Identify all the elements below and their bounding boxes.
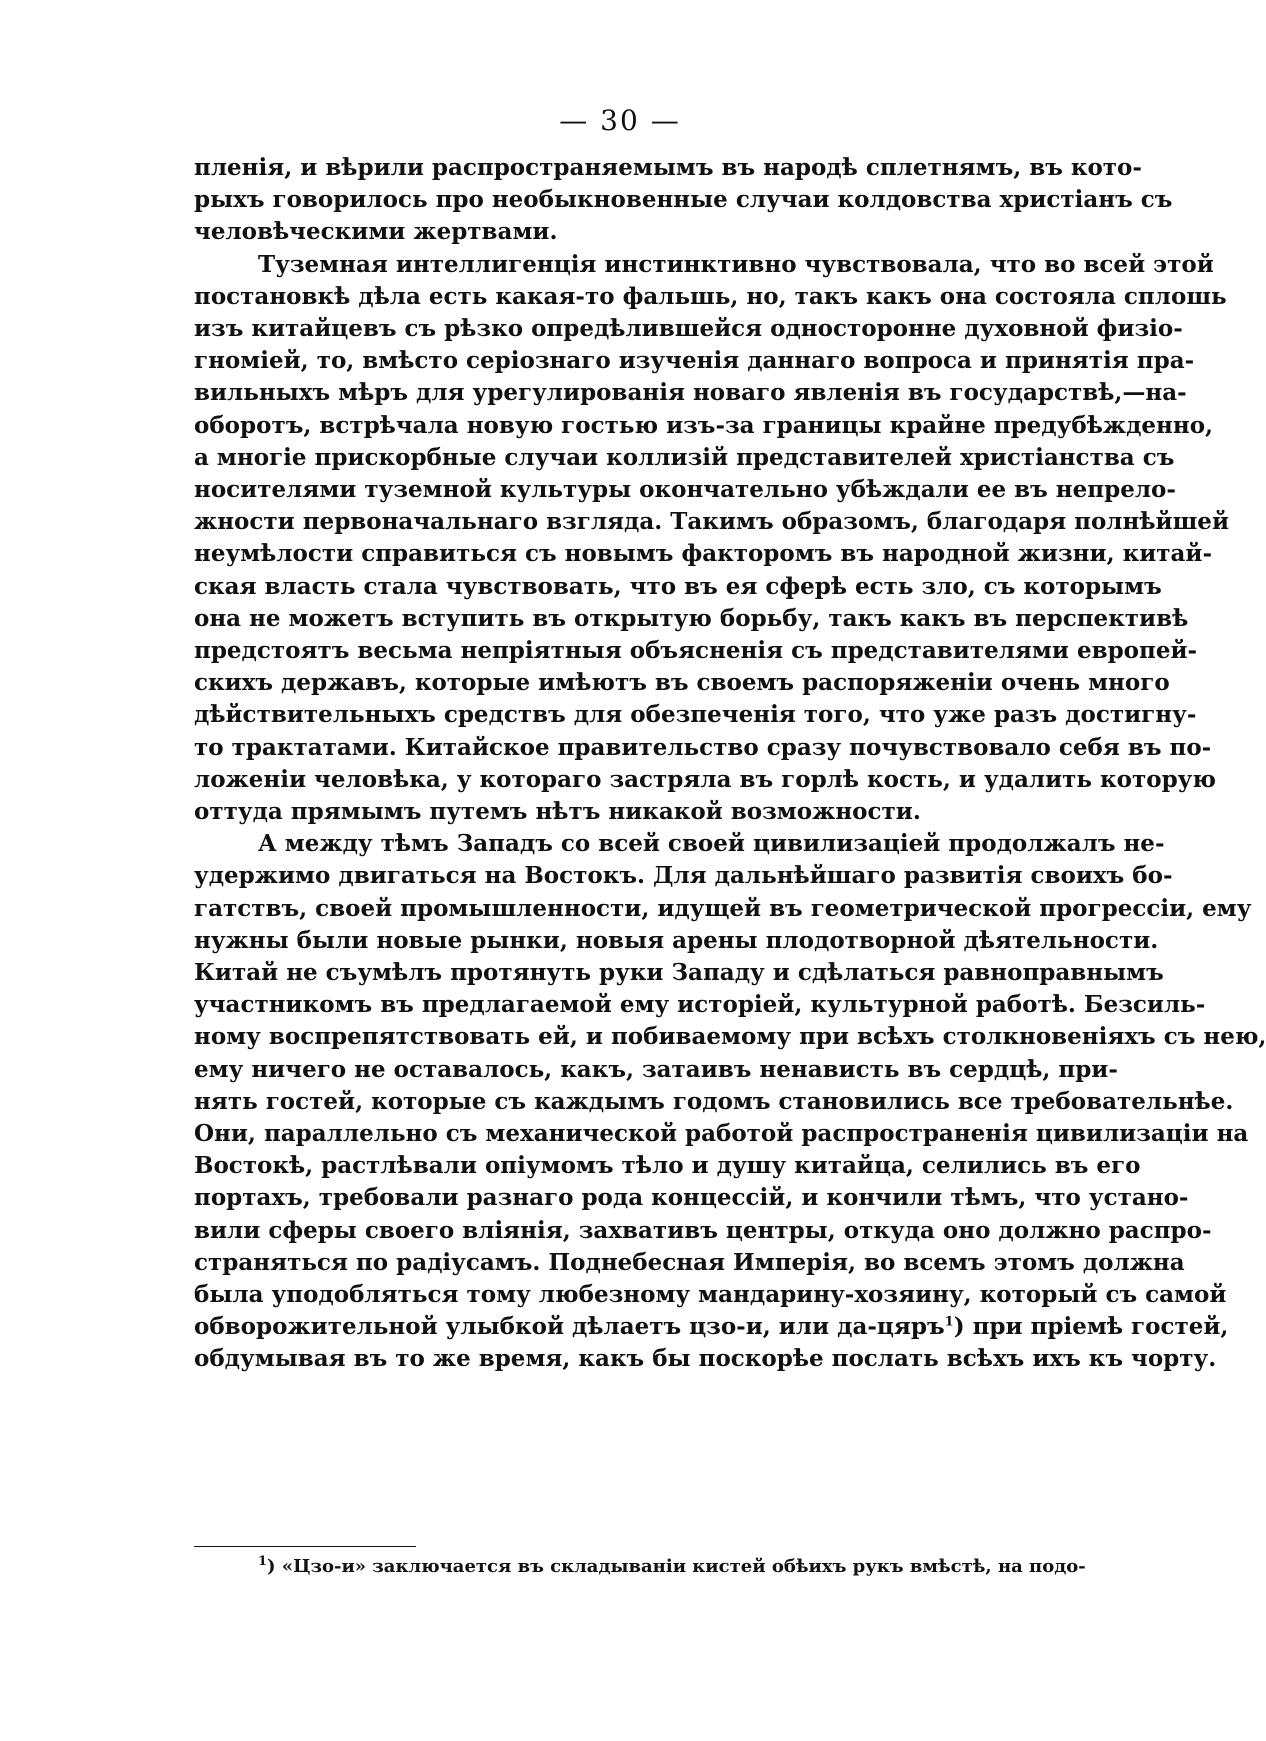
text-line-content: скихъ державъ, которые имѣютъ въ своемъ распоряженіи очень много bbox=[194, 669, 1170, 697]
text-line bbox=[194, 633, 1198, 669]
text-line-tail: ) при пріемѣ гостей, bbox=[953, 1313, 1229, 1341]
text-line-content: участникомъ въ предлагаемой ему исторіей, культурной работѣ. Безсиль- bbox=[194, 991, 1206, 1019]
text-line-content: предстоятъ весьма непріятныя объясненія съ представителями европей- bbox=[194, 637, 1198, 664]
text-line bbox=[194, 762, 1216, 798]
text-line-content: носителями туземной культуры окончательно убѣждали ее въ непрело- bbox=[194, 476, 1176, 503]
text-line bbox=[194, 375, 1187, 411]
text-line bbox=[194, 150, 1142, 186]
text-line-content: то трактатами. Китайское правительство сразу почувствовало себя въ по- bbox=[194, 733, 1212, 761]
text-line-content: нужны были новые рынки, новыя арены плодотворной дѣятельности. bbox=[194, 926, 1159, 954]
text-line-content: нять гостей, которые съ каждымъ годомъ становились все требовательнѣе. bbox=[194, 1087, 1234, 1115]
text-line bbox=[194, 987, 1206, 1023]
text-line bbox=[194, 408, 1214, 444]
footnote-divider bbox=[194, 1546, 416, 1547]
text-line bbox=[194, 1116, 1249, 1152]
text-line bbox=[194, 1180, 1189, 1216]
text-line bbox=[194, 1019, 1266, 1055]
text-line bbox=[194, 1341, 1217, 1377]
text-line-content: удержимо двигаться на Востокъ. Для дальнѣйшаго развитія своихъ бо- bbox=[194, 862, 1173, 890]
text-line-content: рыхъ говорилось про необыкновенные случаи колдовства христіанъ съ bbox=[194, 186, 1173, 214]
text-line-content: портахъ, требовали разнаго рода концессій, и кончили тѣмъ, что устано- bbox=[194, 1184, 1189, 1212]
footnote-text: ) «Цзо-и» заключается въ складываніи кистей обѣихъ рукъ вмѣстѣ, на подо- bbox=[267, 1556, 1086, 1577]
text-line bbox=[194, 794, 1067, 830]
text-line bbox=[194, 472, 1176, 508]
text-line bbox=[194, 955, 1164, 991]
text-line-content: Туземная интеллигенція инстинктивно чувствовала, что во всей этой bbox=[258, 250, 1214, 278]
text-line bbox=[194, 182, 1173, 218]
text-line-content: Востокѣ, растлѣвали опіумомъ тѣло и душу китайца, селились въ его bbox=[194, 1152, 1141, 1180]
footnote bbox=[258, 1552, 1086, 1582]
text-line bbox=[194, 311, 1183, 347]
footnote-marker: 1 bbox=[258, 1554, 268, 1569]
text-line bbox=[194, 214, 1067, 250]
text-line-content: постановкѣ дѣла есть какая-то фальшь, но, такъ какъ она состояла сплошь bbox=[194, 282, 1227, 310]
text-line-content: страняться по радіусамъ. Поднебесная Имперія, во всемъ этомъ должна bbox=[194, 1248, 1185, 1276]
text-line-content: Они, параллельно съ механической работой распространенія цивилизаціи на bbox=[194, 1120, 1249, 1147]
text-line bbox=[194, 1148, 1141, 1184]
text-line-content: ская власть стала чувствовать, что въ ея сферѣ есть зло, съ которымъ bbox=[194, 572, 1162, 600]
text-line-content: жности первоначальнаго взгляда. Такимъ образомъ, благодаря полнѣйшей bbox=[194, 508, 1229, 536]
text-line-content: а многіе прискорбные случаи коллизій представителей христіанства съ bbox=[194, 443, 1175, 471]
page-number: — 30 — bbox=[559, 104, 681, 137]
text-line-content: дѣйствительныхъ средствъ для обезпеченія того, что уже разъ достигну- bbox=[194, 701, 1197, 729]
text-line bbox=[194, 891, 1252, 927]
text-line-content: гатствъ, своей промышленности, идущей въ геометрической прогрессіи, ему bbox=[194, 894, 1252, 922]
text-line bbox=[194, 1084, 1234, 1120]
text-line bbox=[194, 923, 1159, 959]
text-line-content: оборотъ, встрѣчала новую гостью изъ-за границы крайне предубѣжденно, bbox=[194, 411, 1214, 439]
text-line bbox=[194, 665, 1170, 701]
text-line-content: человѣческими жертвами. bbox=[194, 218, 558, 246]
text-line bbox=[194, 601, 1189, 637]
text-line bbox=[194, 343, 1195, 379]
footnote-reference: 1 bbox=[944, 1314, 954, 1330]
text-line-content: ложеніи человѣка, у котораго застряла въ горлѣ кость, и удалить которую bbox=[194, 765, 1216, 793]
text-line-content: оттуда прямымъ путемъ нѣтъ никакой возможности. bbox=[194, 798, 921, 825]
text-line-content: она не можетъ вступить въ открытую борьбу, такъ какъ въ перспективѣ bbox=[194, 604, 1189, 632]
text-line-content: Китай не съумѣлъ протянуть руки Западу и сдѣлаться равноправнымъ bbox=[194, 959, 1164, 986]
text-line bbox=[194, 504, 1229, 540]
text-line bbox=[194, 279, 1227, 315]
text-line-content: А между тѣмъ Западъ со всей своей цивилизацiей продолжалъ не- bbox=[258, 830, 1165, 858]
text-line bbox=[258, 826, 1165, 862]
text-line bbox=[194, 697, 1197, 733]
text-line-content: неумѣлости справиться съ новымъ факторомъ въ народной жизни, китай- bbox=[194, 540, 1213, 568]
text-line bbox=[194, 1213, 1212, 1249]
text-line-content: гноміей, то, вмѣсто серіознаго изученія даннаго вопроса и принятія пра- bbox=[194, 347, 1195, 375]
text-line bbox=[194, 730, 1212, 766]
text-line bbox=[258, 247, 1214, 283]
text-line bbox=[194, 1052, 1118, 1088]
text-line-content: ему ничего не оставалось, какъ, затаивъ ненависть въ сердцѣ, при- bbox=[194, 1055, 1118, 1083]
text-line-content: была уподобляться тому любезному мандарину-хозяину, который съ самой bbox=[194, 1281, 1227, 1308]
text-line-content: вили сферы своего вліянія, захвативъ центры, откуда оно должно распро- bbox=[194, 1216, 1212, 1244]
text-line-content: обворожительной улыбкой дѣлаетъ цзо-и, или да-цяръ bbox=[194, 1313, 945, 1341]
text-line bbox=[194, 569, 1162, 605]
text-line bbox=[194, 858, 1173, 894]
text-line-content: ному воспрепятствовать ей, и побиваемому при всѣхъ столкновеніяхъ съ нею, bbox=[194, 1023, 1266, 1051]
text-line-content: вильныхъ мѣръ для урегулированія новаго явленія въ государствѣ,—на- bbox=[194, 379, 1187, 407]
text-line-content: изъ китайцевъ съ рѣзко опредѣлившейся односторонне духовной физіо- bbox=[194, 315, 1183, 342]
text-line bbox=[194, 1245, 1185, 1281]
text-line bbox=[194, 1277, 1227, 1313]
text-line bbox=[194, 1309, 1229, 1345]
text-line bbox=[194, 440, 1175, 476]
text-line bbox=[194, 536, 1213, 572]
text-line-content: пленія, и вѣрили распространяемымъ въ народѣ сплетнямъ, въ кото- bbox=[194, 154, 1142, 181]
text-line-content: обдумывая въ то же время, какъ бы поскорѣе послать всѣхъ ихъ къ чорту. bbox=[194, 1345, 1217, 1373]
